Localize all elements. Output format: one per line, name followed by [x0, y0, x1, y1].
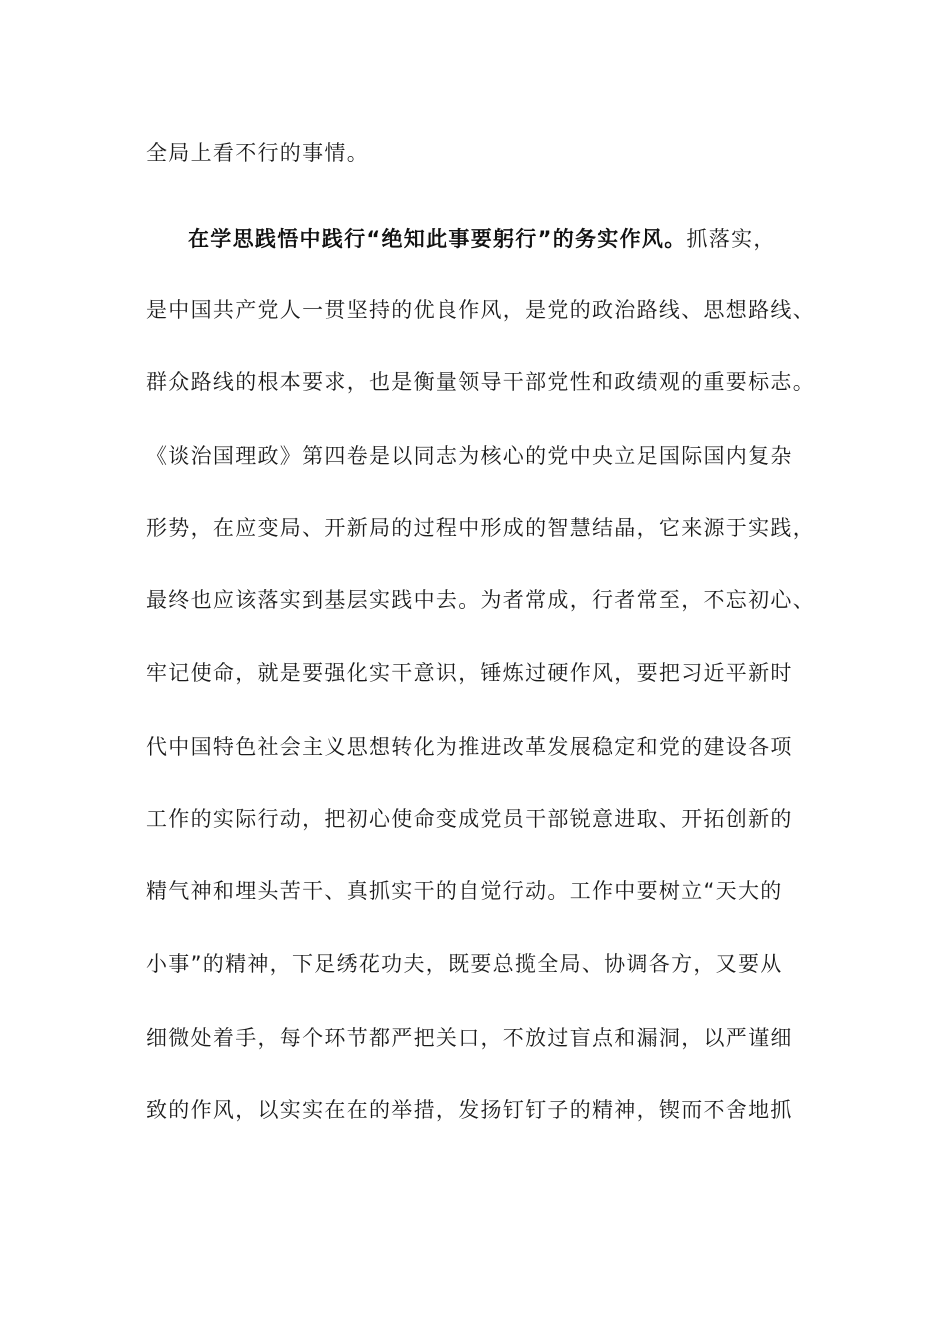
text-line-3: 群众路线的根本要求，也是衡量领导干部党性和政绩观的重要标志。: [146, 370, 815, 394]
paragraph-opening: 抓落实，: [686, 227, 776, 251]
text-line-1: 全局上看不行的事情。: [146, 141, 369, 165]
paragraph-first-line: [188, 225, 776, 253]
text-line-9: 工作的实际行动，把初心使命变成党员干部锐意进取、开拓创新的: [146, 807, 793, 831]
text-line-13: 致的作风，以实实在在的举措，发扬钉钉子的精神，锲而不舍地抓: [146, 1098, 793, 1122]
text-line-6: 最终也应该落实到基层实践中去。为者常成，行者常至，不忘初心、: [146, 588, 815, 612]
text-line-12: 细微处着手，每个环节都严把关口，不放过盲点和漏洞，以严谨细: [146, 1026, 793, 1050]
text-line-10: 精气神和埋头苦干、真抓实干的自觉行动。工作中要树立“天大的: [146, 879, 783, 903]
text-line-7: 牢记使命，就是要强化实干意识，锤炼过硬作风，要把习近平新时: [146, 661, 793, 685]
text-line-5: 形势，在应变局、开新局的过程中形成的智慧结晶，它来源于实践，: [146, 516, 815, 540]
text-line-11: 小事”的精神，下足绣花功夫，既要总揽全局、协调各方，又要从: [146, 952, 783, 976]
text-line-2: 是中国共产党人一贯坚持的优良作风，是党的政治路线、思想路线、: [146, 298, 815, 322]
text-line-8: 代中国特色社会主义思想转化为推进改革发展稳定和党的建设各项: [146, 735, 793, 759]
paragraph-heading: 在学思践悟中践行“绝知此事要躬行”的务实作风。: [188, 227, 687, 251]
text-line-4: 《谈治国理政》第四卷是以同志为核心的党中央立足国际国内复杂: [146, 444, 793, 468]
